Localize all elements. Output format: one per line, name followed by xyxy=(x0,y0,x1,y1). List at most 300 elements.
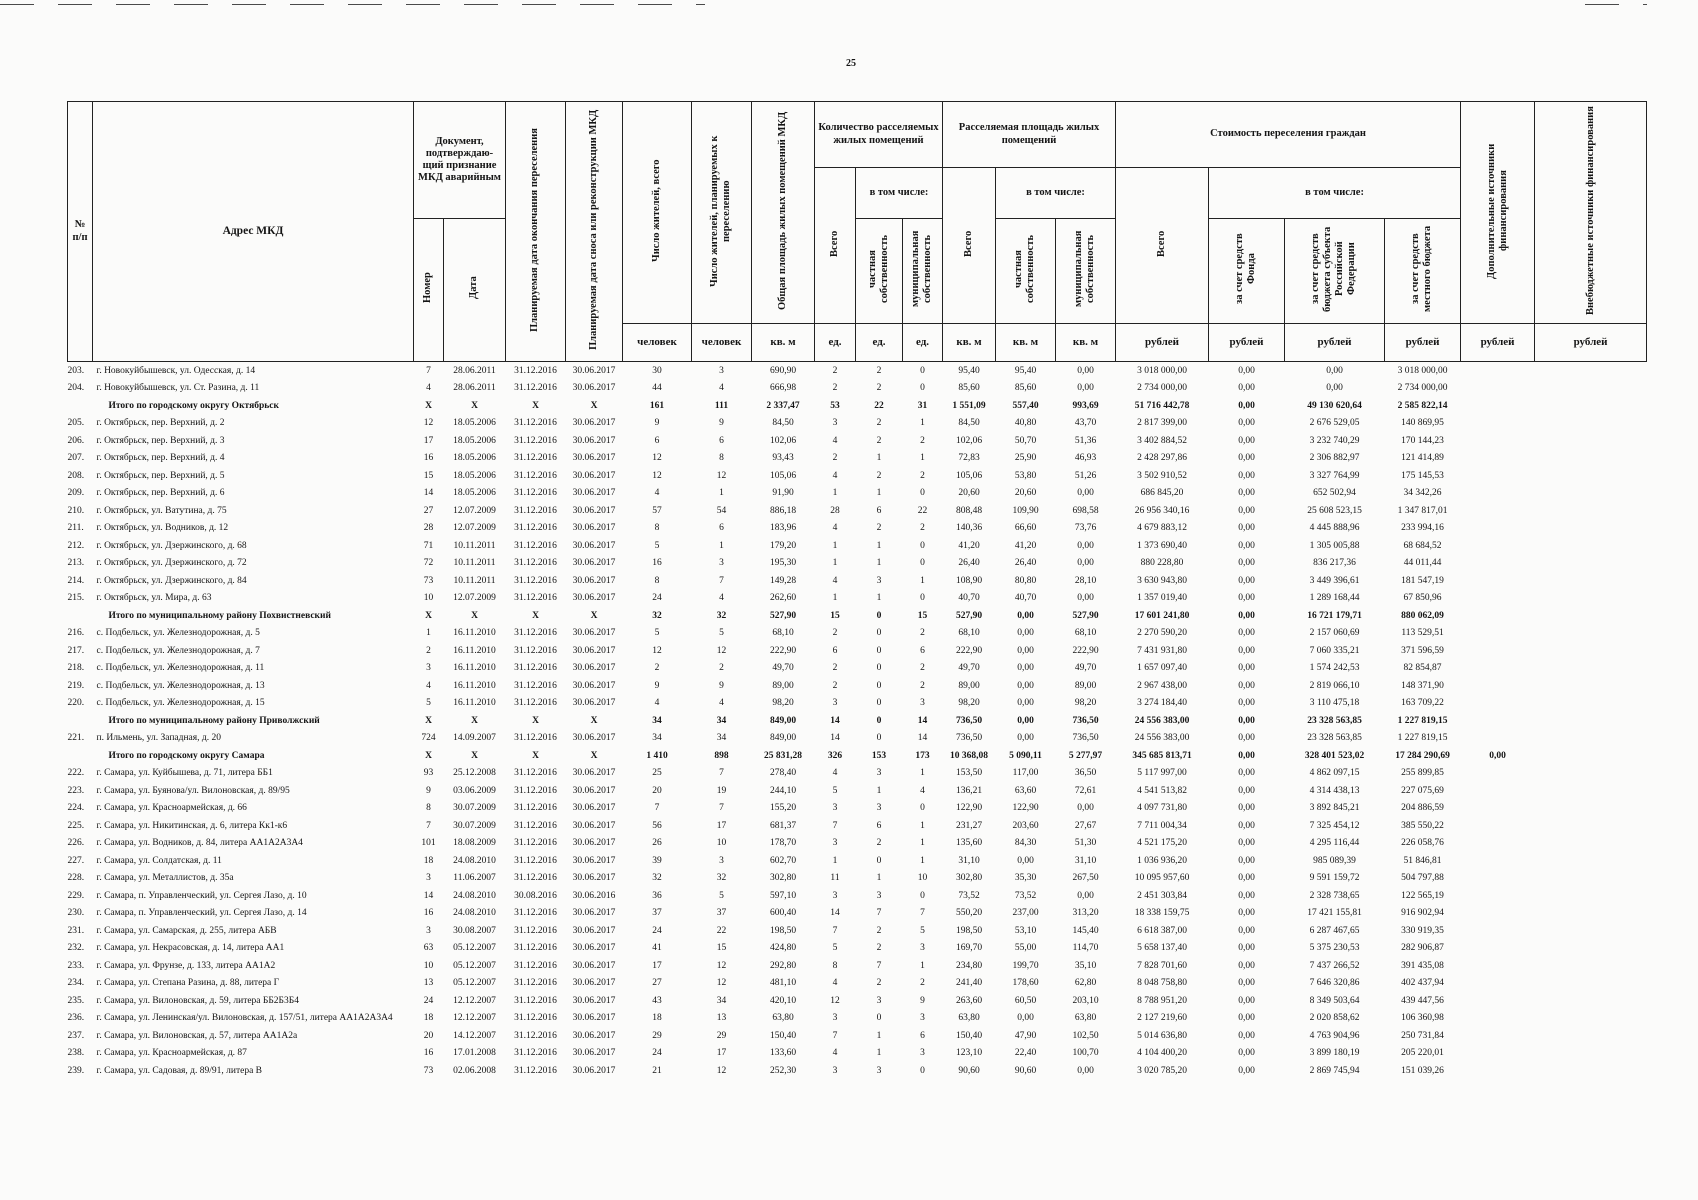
header-cost-incl-label: в том числе: xyxy=(1305,186,1364,198)
area-private: 117,00 xyxy=(1012,768,1039,779)
rooms-private: 3 xyxy=(876,890,882,901)
doc-date: 05.12.2007 xyxy=(453,960,496,971)
header-rooms-total xyxy=(815,168,856,324)
area-municipal: 28,10 xyxy=(1074,575,1097,586)
rooms-total: 7 xyxy=(832,820,838,831)
cost-additional xyxy=(1461,625,1535,643)
cost-subject: 23 328 563,85 xyxy=(1307,715,1362,726)
header-cost-group-label: Стоимость переселения граждан xyxy=(1210,128,1366,140)
total-area: 178,70 xyxy=(769,838,797,849)
residents-total: 9 xyxy=(654,418,660,429)
plan-demolish-date: X xyxy=(590,400,598,411)
cost-extrabudget xyxy=(1535,590,1647,608)
plan-end-date: 31.12.2016 xyxy=(514,873,557,884)
cost-local: 204 886,59 xyxy=(1401,803,1444,814)
cost-fund: 0,00 xyxy=(1238,540,1255,551)
area-total: 26,40 xyxy=(958,558,980,569)
residents-total: 30 xyxy=(652,365,662,376)
rooms-total: 1 xyxy=(832,488,838,499)
doc-number: 16 xyxy=(423,908,434,919)
cost-local: 68 684,52 xyxy=(1403,540,1442,551)
unit-residents-total: человек xyxy=(623,324,692,362)
cost-additional xyxy=(1461,502,1535,520)
area-municipal: 0,00 xyxy=(1077,383,1094,394)
cost-extrabudget xyxy=(1535,905,1647,923)
residents-to-move: 34 xyxy=(716,733,727,744)
cost-local: 1 227 819,15 xyxy=(1397,715,1448,726)
header-doc-date xyxy=(444,219,506,362)
rooms-total: 4 xyxy=(832,768,838,779)
doc-number: 17 xyxy=(423,435,434,446)
cost-subject: 7 437 266,52 xyxy=(1309,960,1360,971)
cost-subject: 7 060 335,21 xyxy=(1309,645,1360,656)
total-area: 98,20 xyxy=(772,698,794,709)
area-total: 234,80 xyxy=(955,960,983,971)
cost-subject: 3 327 764,99 xyxy=(1309,470,1360,481)
header-area-municipal-label: муниципальная собственность xyxy=(1073,230,1097,308)
plan-demolish-date: 30.06.2017 xyxy=(572,995,616,1006)
cost-extrabudget xyxy=(1535,642,1647,660)
header-plan-end-label: Планируемая дата окончания переселения xyxy=(529,127,541,332)
total-area: 93,43 xyxy=(772,453,794,464)
subtotal-label: Итого по муниципальному району Приволжский xyxy=(108,715,320,726)
area-municipal: 63,80 xyxy=(1074,1013,1097,1024)
address: г. Октябрьск, ул. Ватутина, д. 75 xyxy=(96,505,227,516)
plan-demolish-date: 30.06.2017 xyxy=(572,1013,616,1024)
doc-number: X xyxy=(425,715,432,726)
doc-number: 18 xyxy=(423,855,434,866)
cost-fund: 0,00 xyxy=(1238,593,1255,604)
doc-date: 12.07.2009 xyxy=(453,593,496,604)
rooms-private: 3 xyxy=(876,995,882,1006)
doc-date: 10.11.2011 xyxy=(453,575,496,586)
area-private: 53,10 xyxy=(1014,925,1037,936)
cost-local: 106 360,98 xyxy=(1401,1013,1444,1024)
rooms-total: 3 xyxy=(832,890,838,901)
row-number: 218. xyxy=(67,663,85,674)
area-total: 102,06 xyxy=(955,435,983,446)
cost-subject: 985 089,39 xyxy=(1313,855,1356,866)
cost-subject: 2 676 529,05 xyxy=(1309,418,1360,429)
cost-subject: 3 449 396,61 xyxy=(1309,575,1360,586)
residents-total: 32 xyxy=(652,610,662,621)
plan-end-date: 30.08.2016 xyxy=(514,890,557,901)
area-private: 63,60 xyxy=(1014,785,1037,796)
row-number: 233. xyxy=(67,960,85,971)
row-number: 239. xyxy=(67,1065,85,1076)
cost-extrabudget xyxy=(1535,537,1647,555)
residents-to-move: 4 xyxy=(719,383,724,394)
address: г. Октябрьск, пер. Верхний, д. 6 xyxy=(96,488,225,499)
area-total: 150,40 xyxy=(955,1030,983,1041)
rooms-private: 0 xyxy=(876,610,882,621)
total-area: 424,80 xyxy=(769,943,797,954)
area-private: 90,60 xyxy=(1014,1065,1037,1076)
area-municipal: 267,50 xyxy=(1072,873,1099,884)
rooms-municipal: 0 xyxy=(920,540,925,551)
doc-date: 16.11.2010 xyxy=(453,663,496,674)
area-private: 237,00 xyxy=(1012,908,1039,919)
doc-date: 18.05.2006 xyxy=(453,435,496,446)
table-row xyxy=(68,415,1647,433)
plan-end-date: 31.12.2016 xyxy=(514,435,557,446)
total-area: 222,90 xyxy=(769,645,797,656)
plan-demolish-date: 30.06.2017 xyxy=(572,1048,616,1059)
rooms-municipal: 1 xyxy=(920,418,925,429)
row-number: 203. xyxy=(67,365,85,376)
doc-date: 16.11.2010 xyxy=(453,698,496,709)
cost-subject: 2 328 738,65 xyxy=(1309,890,1360,901)
plan-end-date: 31.12.2016 xyxy=(514,663,557,674)
total-area: 84,50 xyxy=(772,418,794,429)
row-number: 223. xyxy=(67,785,85,796)
header-area-total-label: Всего xyxy=(962,230,974,257)
residents-to-move: 12 xyxy=(716,470,727,481)
table-row xyxy=(68,695,1647,713)
plan-end-date: 31.12.2016 xyxy=(514,488,557,499)
rooms-total: 3 xyxy=(832,803,838,814)
plan-demolish-date: 30.06.2017 xyxy=(572,365,616,376)
header-area-incl xyxy=(996,168,1116,219)
rooms-private: 3 xyxy=(876,575,882,586)
rooms-municipal: 2 xyxy=(920,663,925,674)
rooms-total: 1 xyxy=(832,593,838,604)
cost-subject: 4 314 438,13 xyxy=(1309,785,1360,796)
rooms-private: 1 xyxy=(876,785,882,796)
cost-additional xyxy=(1461,957,1535,975)
header-extrabudget-sources xyxy=(1535,102,1647,324)
cost-subject: 4 295 116,44 xyxy=(1309,838,1360,849)
plan-end-date: 31.12.2016 xyxy=(514,628,557,639)
residents-to-move: 54 xyxy=(716,505,727,516)
cost-fund: 0,00 xyxy=(1238,978,1255,989)
area-total: 302,80 xyxy=(955,873,983,884)
cost-total: 3 630 943,80 xyxy=(1137,575,1187,586)
area-municipal: 46,93 xyxy=(1074,453,1097,464)
doc-date: 05.12.2007 xyxy=(453,943,496,954)
total-area: 252,30 xyxy=(769,1065,797,1076)
row-number: 221. xyxy=(67,733,85,744)
cost-subject: 3 892 845,21 xyxy=(1309,803,1360,814)
rooms-total: 5 xyxy=(832,943,838,954)
header-rooms-private xyxy=(856,219,903,324)
total-area: 91,90 xyxy=(772,488,794,499)
plan-demolish-date: 30.06.2017 xyxy=(572,925,616,936)
area-private: 41,20 xyxy=(1014,540,1037,551)
area-total: 136,21 xyxy=(955,785,983,796)
cost-additional xyxy=(1461,730,1535,748)
doc-date: 12.12.2007 xyxy=(453,995,496,1006)
total-area: 278,40 xyxy=(769,768,797,779)
row-number: 220. xyxy=(67,698,85,709)
residents-total: 36 xyxy=(652,890,662,901)
cost-subject: 2 306 882,97 xyxy=(1309,453,1360,464)
cost-local: 121 414,89 xyxy=(1401,453,1444,464)
total-area: 244,10 xyxy=(769,785,797,796)
unit-area-total: кв. м xyxy=(943,324,996,362)
plan-demolish-date: 30.06.2017 xyxy=(572,1065,616,1076)
plan-demolish-date: 30.06.2017 xyxy=(572,960,616,971)
address: г. Самара, п. Управленческий, ул. Сергея Лазо, д. 14 xyxy=(96,908,307,919)
header-cost-fund xyxy=(1209,219,1285,324)
rooms-municipal: 4 xyxy=(920,785,925,796)
total-area: 133,60 xyxy=(769,1048,797,1059)
rooms-total: 2 xyxy=(832,453,838,464)
cost-additional xyxy=(1461,485,1535,503)
doc-number: 12 xyxy=(423,418,434,429)
rooms-municipal: 2 xyxy=(920,628,925,639)
plan-demolish-date: 30.06.2017 xyxy=(572,470,616,481)
header-cost-subject-label: за счет средств бюджета субъекта Российской Федерации xyxy=(1310,226,1358,312)
doc-date: 24.08.2010 xyxy=(453,855,496,866)
residents-to-move: 6 xyxy=(719,523,724,534)
doc-date: 18.05.2006 xyxy=(453,470,496,481)
address: г. Октябрьск, ул. Дзержинского, д. 68 xyxy=(96,540,247,551)
cost-total: 4 097 731,80 xyxy=(1137,803,1187,814)
rooms-municipal: 2 xyxy=(920,978,925,989)
residents-to-move: 10 xyxy=(716,838,727,849)
rooms-private: 22 xyxy=(874,400,884,411)
cost-local: 439 447,56 xyxy=(1401,995,1444,1006)
rooms-municipal: 3 xyxy=(920,943,925,954)
total-area: 597,10 xyxy=(769,890,797,901)
rooms-private: 2 xyxy=(876,978,882,989)
residents-to-move: 4 xyxy=(719,698,724,709)
rooms-private: 2 xyxy=(876,838,882,849)
rooms-municipal: 6 xyxy=(920,645,925,656)
residents-total: 6 xyxy=(654,435,660,446)
rooms-municipal: 0 xyxy=(920,803,925,814)
cost-extrabudget xyxy=(1535,555,1647,573)
rooms-total: 2 xyxy=(832,365,838,376)
rooms-private: 2 xyxy=(876,418,882,429)
plan-end-date: 31.12.2016 xyxy=(514,925,557,936)
cost-additional xyxy=(1461,1027,1535,1045)
row-number: 212. xyxy=(67,540,85,551)
table-body xyxy=(68,362,1647,1080)
residents-to-move: 7 xyxy=(719,575,724,586)
rooms-private: 0 xyxy=(876,680,882,691)
area-total: 89,00 xyxy=(958,680,980,691)
cost-total: 686 845,20 xyxy=(1140,488,1184,499)
doc-date: 30.07.2009 xyxy=(453,820,496,831)
cost-total: 26 956 340,16 xyxy=(1134,505,1190,516)
cost-local: 250 731,84 xyxy=(1401,1030,1444,1041)
plan-demolish-date: 30.06.2016 xyxy=(572,890,616,901)
header-area-total xyxy=(943,168,996,324)
rooms-total: 15 xyxy=(830,610,840,621)
plan-demolish-date: 30.06.2017 xyxy=(572,978,616,989)
rooms-total: 3 xyxy=(832,698,838,709)
cost-total: 17 601 241,80 xyxy=(1134,610,1190,621)
rooms-total: 3 xyxy=(832,838,838,849)
area-total: 31,10 xyxy=(958,855,980,866)
header-residents-total-label: Число жителей, всего xyxy=(650,159,662,262)
rooms-municipal: 22 xyxy=(917,505,928,516)
cost-additional xyxy=(1461,677,1535,695)
cost-total: 3 274 184,40 xyxy=(1137,698,1187,709)
area-total: 808,48 xyxy=(955,505,983,516)
header-cost-local-label: за счет средств местного бюджета xyxy=(1410,225,1434,313)
doc-number: 14 xyxy=(423,890,434,901)
plan-end-date: 31.12.2016 xyxy=(514,505,557,516)
cost-additional xyxy=(1461,380,1535,398)
rooms-municipal: 2 xyxy=(920,680,925,691)
cost-additional xyxy=(1461,695,1535,713)
table-row xyxy=(68,817,1647,835)
cost-extrabudget xyxy=(1535,747,1647,765)
doc-number: X xyxy=(425,610,432,621)
doc-date: 12.12.2007 xyxy=(453,1013,496,1024)
doc-number: 73 xyxy=(423,575,434,586)
cost-additional xyxy=(1461,1062,1535,1080)
cost-additional xyxy=(1461,1010,1535,1028)
doc-number: 20 xyxy=(423,1030,434,1041)
doc-date: 14.09.2007 xyxy=(453,733,496,744)
table-row xyxy=(68,572,1647,590)
address: г. Самара, ул. Красноармейская, д. 66 xyxy=(96,803,247,814)
rooms-municipal: 1 xyxy=(920,838,925,849)
area-private: 557,40 xyxy=(1012,400,1039,411)
doc-date: 10.11.2011 xyxy=(453,558,496,569)
cost-total: 4 541 513,82 xyxy=(1137,785,1187,796)
table-row xyxy=(68,975,1647,993)
residents-total: 5 xyxy=(654,628,660,639)
rooms-municipal: 0 xyxy=(920,558,925,569)
plan-demolish-date: 30.06.2017 xyxy=(572,943,616,954)
plan-demolish-date: 30.06.2017 xyxy=(572,698,616,709)
doc-date: 10.11.2011 xyxy=(453,540,496,551)
area-private: 178,60 xyxy=(1012,978,1039,989)
cost-fund: 0,00 xyxy=(1238,768,1255,779)
header-rooms-incl xyxy=(856,168,943,219)
rooms-private: 0 xyxy=(876,698,882,709)
residents-total: 4 xyxy=(654,488,660,499)
total-area: 195,30 xyxy=(769,558,797,569)
total-area: 849,00 xyxy=(769,715,797,726)
header-row-number-label: № п/п xyxy=(72,219,88,243)
residents-total: 21 xyxy=(652,1065,662,1076)
row-number: 214. xyxy=(67,575,85,586)
rooms-private: 1 xyxy=(876,1048,882,1059)
cost-extrabudget xyxy=(1535,625,1647,643)
cost-fund: 0,00 xyxy=(1238,750,1255,761)
rooms-total: 1 xyxy=(832,855,838,866)
area-municipal: 89,00 xyxy=(1074,680,1097,691)
cost-total: 880 228,80 xyxy=(1140,558,1184,569)
cost-total: 5 658 137,40 xyxy=(1137,943,1187,954)
cost-subject: 0,00 xyxy=(1326,383,1343,394)
residents-to-move: 3 xyxy=(719,558,724,569)
total-area: 666,98 xyxy=(769,383,797,394)
area-total: 84,50 xyxy=(958,418,980,429)
doc-date: 30.07.2009 xyxy=(453,803,496,814)
rooms-total: 8 xyxy=(832,960,838,971)
rooms-total: 2 xyxy=(832,383,838,394)
rooms-total: 3 xyxy=(832,418,838,429)
cost-additional xyxy=(1461,870,1535,888)
doc-number: 71 xyxy=(423,540,434,551)
cost-subject: 8 349 503,64 xyxy=(1309,995,1360,1006)
area-municipal: 527,90 xyxy=(1072,610,1099,621)
cost-fund: 0,00 xyxy=(1238,698,1255,709)
total-area: 681,37 xyxy=(769,820,797,831)
cost-total: 8 048 758,80 xyxy=(1137,978,1187,989)
rooms-municipal: 2 xyxy=(920,470,925,481)
cost-subject: 2 869 745,94 xyxy=(1309,1065,1360,1076)
cost-additional xyxy=(1461,852,1535,870)
cost-additional xyxy=(1461,362,1535,380)
unit-rooms-total: ед. xyxy=(815,324,856,362)
residents-total: 32 xyxy=(652,873,662,884)
cost-local: 175 145,53 xyxy=(1401,470,1444,481)
row-number: 230. xyxy=(67,908,85,919)
plan-demolish-date: 30.06.2017 xyxy=(572,628,616,639)
resettlement-table xyxy=(67,101,1647,1080)
cost-total: 7 711 004,34 xyxy=(1137,820,1187,831)
header-residents-total xyxy=(623,102,692,324)
area-total: 95,40 xyxy=(958,365,980,376)
plan-end-date: 31.12.2016 xyxy=(514,995,557,1006)
area-total: 736,50 xyxy=(955,715,983,726)
rooms-private: 2 xyxy=(876,470,882,481)
rooms-private: 2 xyxy=(876,435,882,446)
rooms-private: 0 xyxy=(876,663,882,674)
doc-number: X xyxy=(425,750,432,761)
row-number: 227. xyxy=(67,855,85,866)
cost-total: 3 020 785,20 xyxy=(1137,1065,1187,1076)
plan-demolish-date: 30.06.2017 xyxy=(572,1030,616,1041)
plan-end-date: 31.12.2016 xyxy=(514,820,557,831)
residents-to-move: 1 xyxy=(719,488,724,499)
residents-total: 12 xyxy=(652,470,662,481)
table-row xyxy=(68,1045,1647,1063)
row-number xyxy=(68,397,93,415)
rooms-municipal: 15 xyxy=(917,610,928,621)
plan-demolish-date: 30.06.2017 xyxy=(572,680,616,691)
unit-area-municipal: кв. м xyxy=(1056,324,1116,362)
cost-additional xyxy=(1461,887,1535,905)
rooms-total: 4 xyxy=(832,523,838,534)
row-number: 211. xyxy=(67,523,84,534)
row-number: 222. xyxy=(67,768,85,779)
area-municipal: 73,76 xyxy=(1074,523,1097,534)
cost-additional xyxy=(1461,835,1535,853)
doc-number: 14 xyxy=(423,488,434,499)
area-total: 98,20 xyxy=(958,698,980,709)
table-row xyxy=(68,870,1647,888)
cost-fund: 0,00 xyxy=(1238,558,1255,569)
residents-total: 12 xyxy=(652,453,662,464)
cost-additional xyxy=(1461,940,1535,958)
doc-number: 18 xyxy=(423,1013,434,1024)
doc-date: 25.12.2008 xyxy=(453,768,496,779)
cost-total: 3 018 000,00 xyxy=(1137,365,1187,376)
row-number xyxy=(68,607,93,625)
row-number: 219. xyxy=(67,680,85,691)
doc-date: 05.12.2007 xyxy=(453,978,496,989)
plan-demolish-date: 30.06.2017 xyxy=(572,453,616,464)
rooms-municipal: 7 xyxy=(920,908,925,919)
cost-local: 181 547,19 xyxy=(1401,575,1444,586)
header-rooms-private-label: частная собственность xyxy=(866,234,890,304)
area-total: 108,90 xyxy=(955,575,983,586)
table-row xyxy=(68,765,1647,783)
cost-local: 385 550,22 xyxy=(1401,820,1444,831)
rooms-total: 4 xyxy=(832,470,838,481)
rooms-private: 2 xyxy=(876,383,882,394)
table-row xyxy=(68,660,1647,678)
